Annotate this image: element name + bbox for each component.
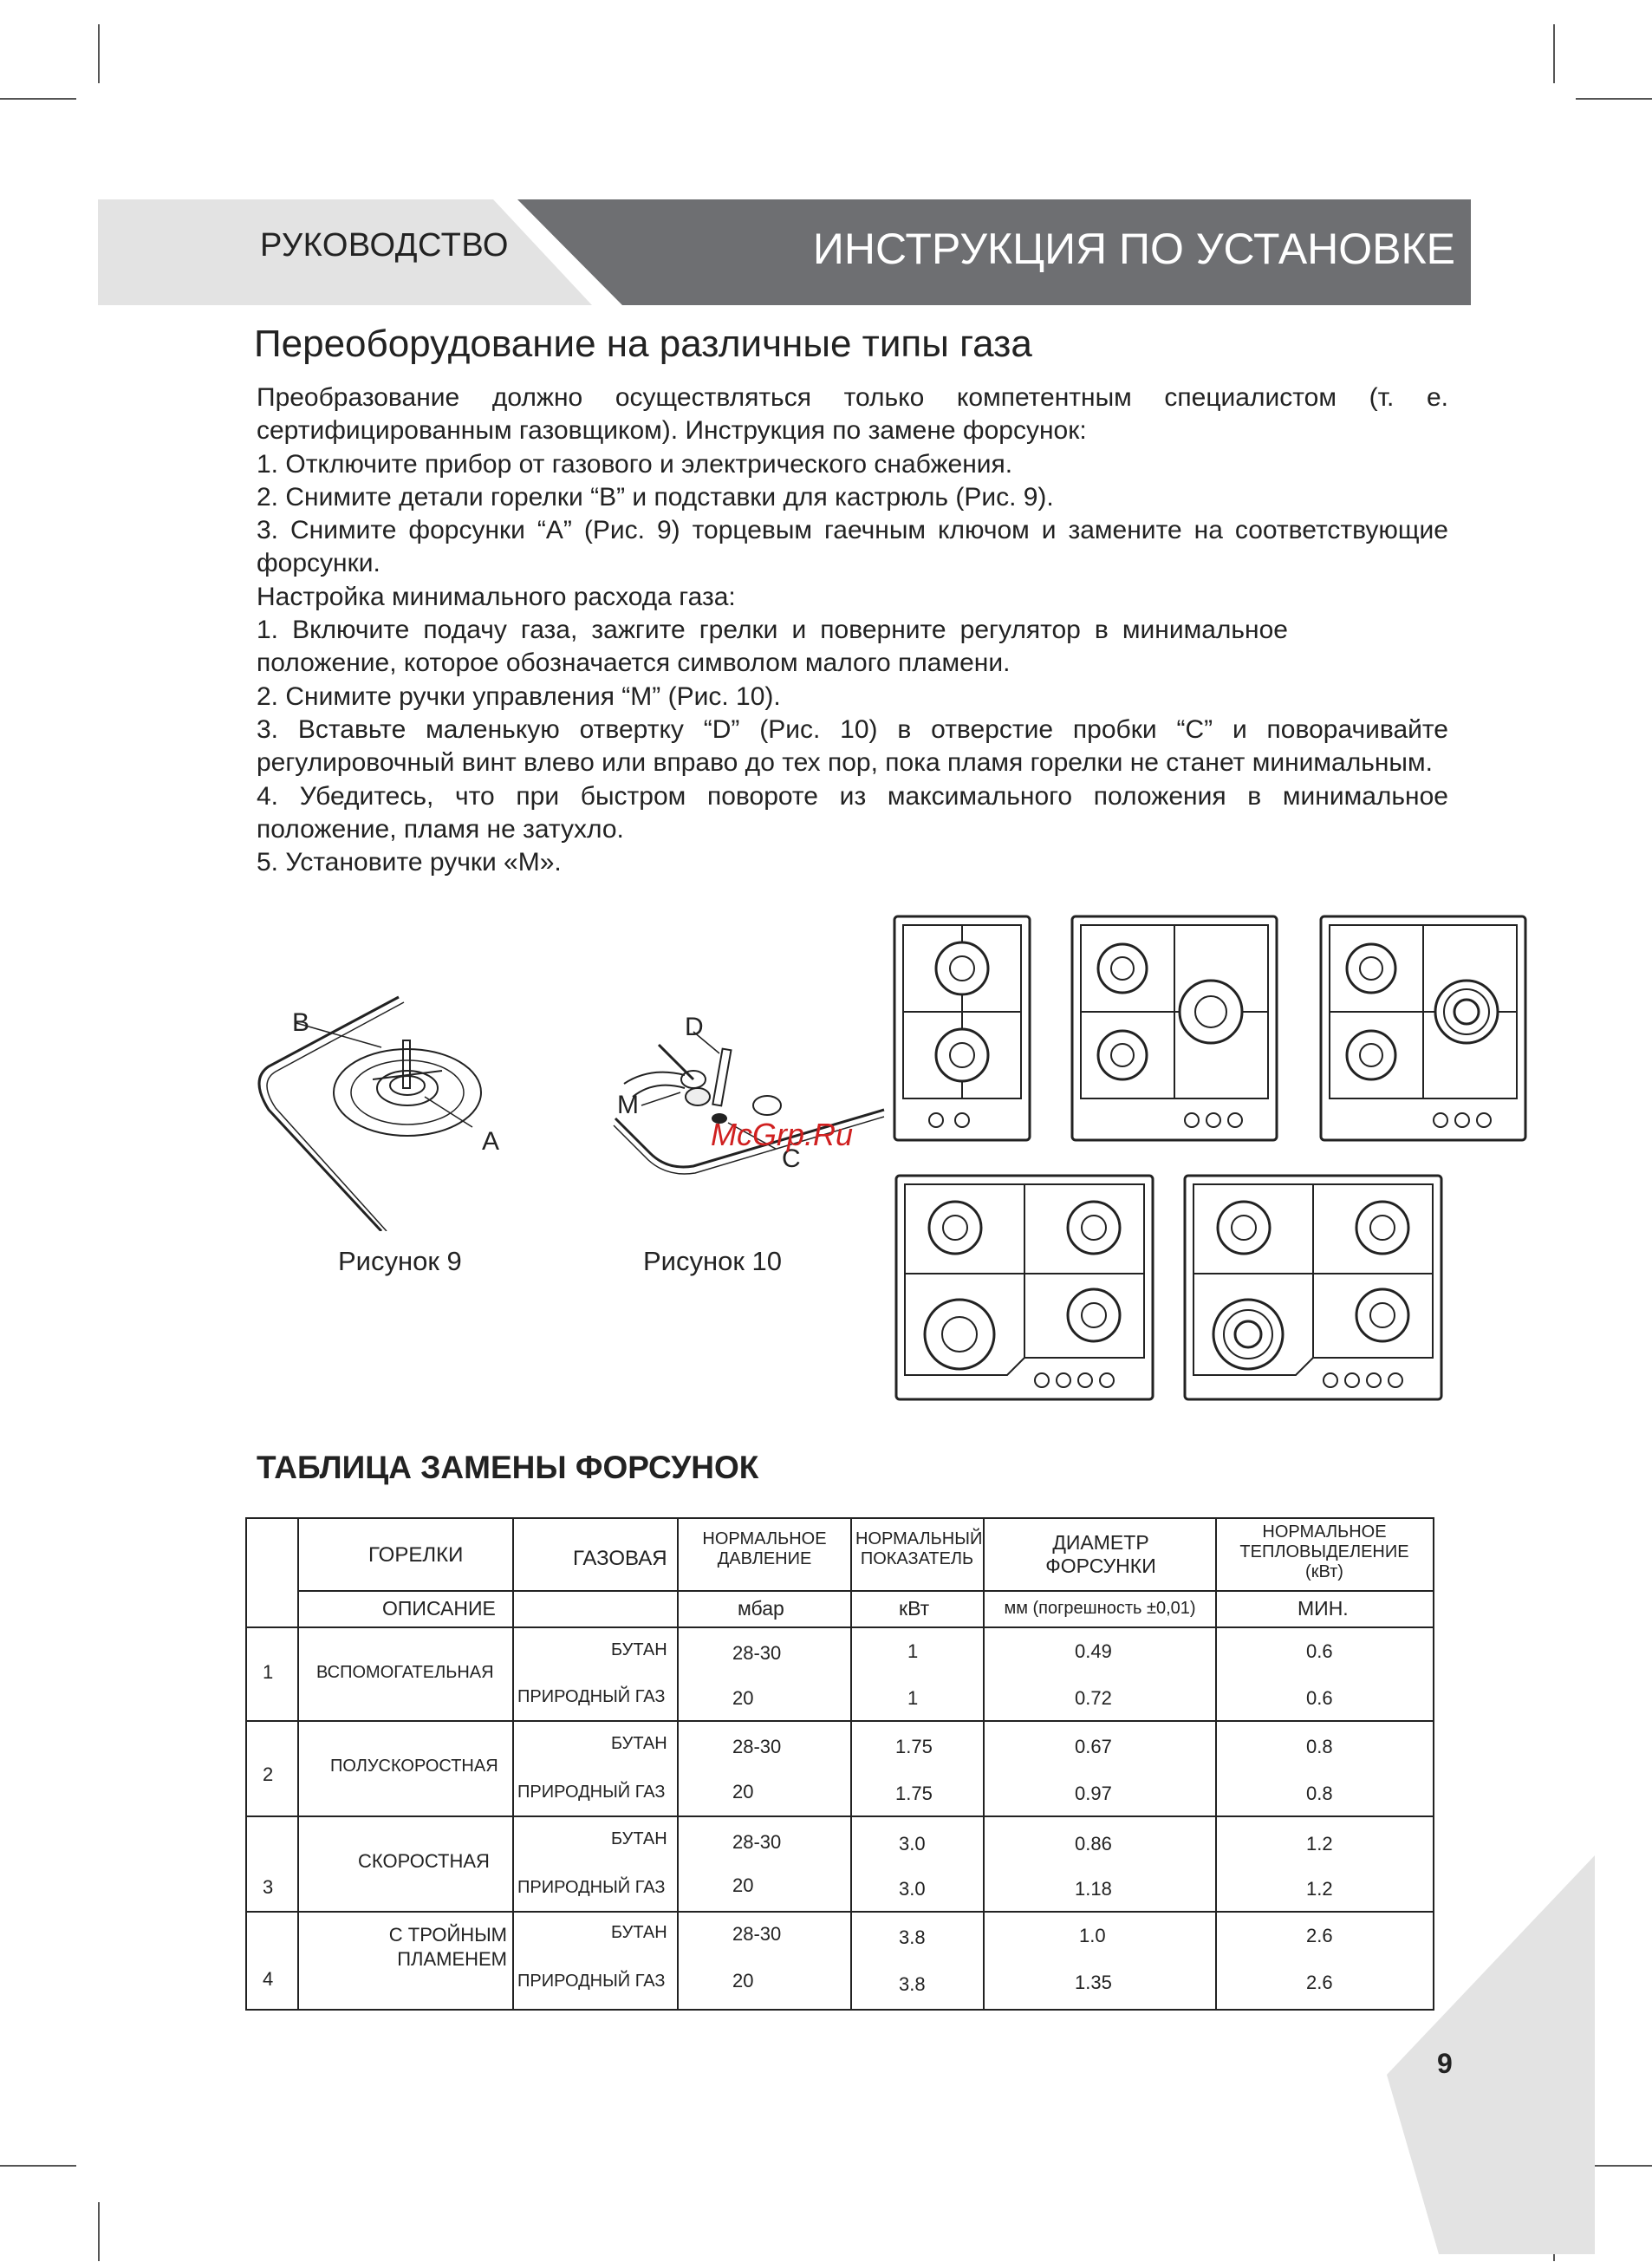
pressure-value: 28-30 [732, 1923, 782, 1945]
heat-value: 0.6 [1306, 1640, 1333, 1662]
figure-10-caption: Рисунок 10 [643, 1246, 783, 1276]
gas-type: БУТАН [611, 1734, 667, 1753]
paragraph: 5. Установите ручки «М». [257, 848, 562, 877]
figure-9-caption: Рисунок 9 [338, 1246, 462, 1276]
crop-mark [1553, 24, 1555, 83]
rating-value: 3.8 [899, 1926, 926, 1948]
header-right-label: ИНСТРУКЦИЯ ПО УСТАНОВКЕ [812, 225, 1455, 273]
pressure-value: 28-30 [732, 1642, 782, 1664]
header-burners: ГОРЕЛКИ [368, 1543, 464, 1567]
rating-value: 3.0 [899, 1878, 926, 1900]
row-number: 2 [263, 1763, 274, 1785]
hob-diagram-4-burner-a [1070, 915, 1278, 1142]
gas-type: БУТАН [611, 1923, 667, 1942]
figure-10-knob-diagram [598, 1006, 901, 1222]
paragraph: 3. Снимите форсунки “А” (Рис. 9) торцевым гаечным ключом и замените на соответствующие форсунки. [257, 516, 1448, 578]
rating-value: 1 [907, 1687, 919, 1709]
crop-mark [1576, 98, 1652, 100]
paragraph: 3. Вставьте маленькую отвертку “D” (Рис. 10) в отверстие пробки “С” и поворачивайте регулировочный винт влево или вправо до тех пор, пока пламя горелки не станет минимальным. [257, 714, 1448, 778]
header-left-label: РУКОВОДСТВО [260, 227, 509, 264]
header-heat: НОРМАЛЬНОЕ ТЕПЛОВЫДЕЛЕНИЕ (кВт) [1239, 1522, 1409, 1581]
diameter-value: 1.35 [1075, 1972, 1112, 1993]
header-pressure: НОРМАЛЬНОЕ ДАВЛЕНИЕ [702, 1529, 827, 1568]
section-title: Переоборудование на различные типы газа [254, 323, 1032, 365]
units-rating: кВт [899, 1597, 930, 1620]
paragraph: 4. Убедитесь, что при быстром повороте из максимального положения в минимальное положение, пламя не затухло. [257, 781, 1448, 844]
figure-10-label-c: C [782, 1144, 801, 1173]
pressure-value: 20 [732, 1874, 754, 1896]
gas-type: БУТАН [611, 1640, 667, 1659]
gas-type: ПРИРОДНЫЙ ГАЗ [517, 1878, 666, 1897]
diameter-value: 1.18 [1075, 1878, 1112, 1900]
figure-10-label-m: M [617, 1091, 639, 1119]
pressure-value: 20 [732, 1687, 754, 1709]
burner-name: С ТРОЙНЫМ ПЛАМЕНЕМ [388, 1924, 507, 1970]
heat-value: 1.2 [1306, 1878, 1333, 1900]
header-diameter: ДИАМЕТР ФОРСУНКИ [1045, 1531, 1156, 1577]
gas-type: ПРИРОДНЫЙ ГАЗ [517, 1972, 666, 1991]
crop-mark [98, 2202, 100, 2261]
pressure-value: 20 [732, 1781, 754, 1802]
row-number: 4 [263, 1968, 274, 1990]
row-number: 1 [263, 1661, 274, 1683]
header-rating: НОРМАЛЬНЫЙ ПОКАЗАТЕЛЬ [855, 1529, 983, 1568]
diameter-value: 0.49 [1075, 1640, 1112, 1662]
diameter-value: 0.97 [1075, 1783, 1112, 1804]
hob-diagram-4-burner-d [1183, 1174, 1443, 1401]
header-gas: ГАЗОВАЯ [573, 1547, 667, 1570]
diameter-value: 1.0 [1079, 1925, 1106, 1946]
table-title: ТАБЛИЦА ЗАМЕНЫ ФОРСУНОК [257, 1450, 759, 1485]
rating-value: 3.0 [899, 1833, 926, 1855]
units-diameter: мм (погрешность ±0,01) [1004, 1599, 1196, 1618]
units-description: ОПИСАНИЕ [382, 1597, 496, 1620]
burner-name: СКОРОСТНАЯ [358, 1850, 490, 1872]
heat-value: 2.6 [1306, 1972, 1333, 1993]
diameter-value: 0.72 [1075, 1687, 1112, 1709]
heat-value: 0.8 [1306, 1783, 1333, 1804]
paragraph: 1. Отключите прибор от газового и электрического снабжения. [257, 449, 1013, 479]
hob-diagram-2-burner [893, 915, 1031, 1142]
burner-name: ВСПОМОГАТЕЛЬНАЯ [316, 1663, 494, 1682]
gas-type: ПРИРОДНЫЙ ГАЗ [517, 1783, 666, 1802]
watermark: McGrp.Ru [711, 1117, 854, 1152]
pressure-value: 28-30 [732, 1736, 782, 1757]
paragraph: Преобразование должно осуществляться только компетентным специалистом (т. е. сертифицированным газовщиком). Инструкция по замене форсунок: [257, 383, 1448, 446]
paragraph: Настройка минимального расхода газа: [257, 582, 736, 611]
gas-type: ПРИРОДНЫЙ ГАЗ [517, 1687, 666, 1706]
injector-table [245, 1517, 1434, 2011]
figure-9-label-a: A [482, 1127, 500, 1156]
heat-value: 2.6 [1306, 1925, 1333, 1946]
crop-mark [98, 24, 100, 83]
hob-diagram-4-burner-c [894, 1174, 1154, 1401]
pressure-value: 20 [732, 1970, 754, 1991]
paragraph: 2. Снимите детали горелки “В” и подставки для кастрюль (Рис. 9). [257, 482, 1054, 512]
paragraph: 2. Снимите ручки управления “М” (Рис. 10). [257, 681, 781, 711]
units-heat: МИН. [1298, 1597, 1349, 1620]
rating-value: 1.75 [895, 1783, 933, 1804]
rating-value: 3.8 [899, 1973, 926, 1995]
page-number: 9 [1437, 2048, 1453, 2079]
rating-value: 1.75 [895, 1736, 933, 1757]
gas-type: БУТАН [611, 1829, 667, 1848]
rating-value: 1 [907, 1640, 919, 1662]
heat-value: 0.8 [1306, 1736, 1333, 1757]
hob-diagram-4-burner-b [1319, 915, 1527, 1142]
burner-name: ПОЛУСКОРОСТНАЯ [330, 1757, 498, 1776]
pressure-value: 28-30 [732, 1831, 782, 1853]
figure-9-label-b: B [292, 1008, 310, 1037]
diameter-value: 0.67 [1075, 1736, 1112, 1757]
heat-value: 0.6 [1306, 1687, 1333, 1709]
figure-10-label-d: D [685, 1013, 704, 1041]
crop-mark [0, 2165, 76, 2167]
instruction-text [257, 381, 1448, 879]
crop-mark [0, 98, 76, 100]
diameter-value: 0.86 [1075, 1833, 1112, 1855]
figure-9-burner-diagram [243, 971, 520, 1231]
paragraph: 1. Включите подачу газа, зажгите грелки и поверните регулятор в минимальное положение, которое обозначается символом малого пламени. [257, 616, 1288, 678]
heat-value: 1.2 [1306, 1833, 1333, 1855]
row-number: 3 [263, 1876, 274, 1898]
units-pressure: мбар [738, 1597, 784, 1620]
